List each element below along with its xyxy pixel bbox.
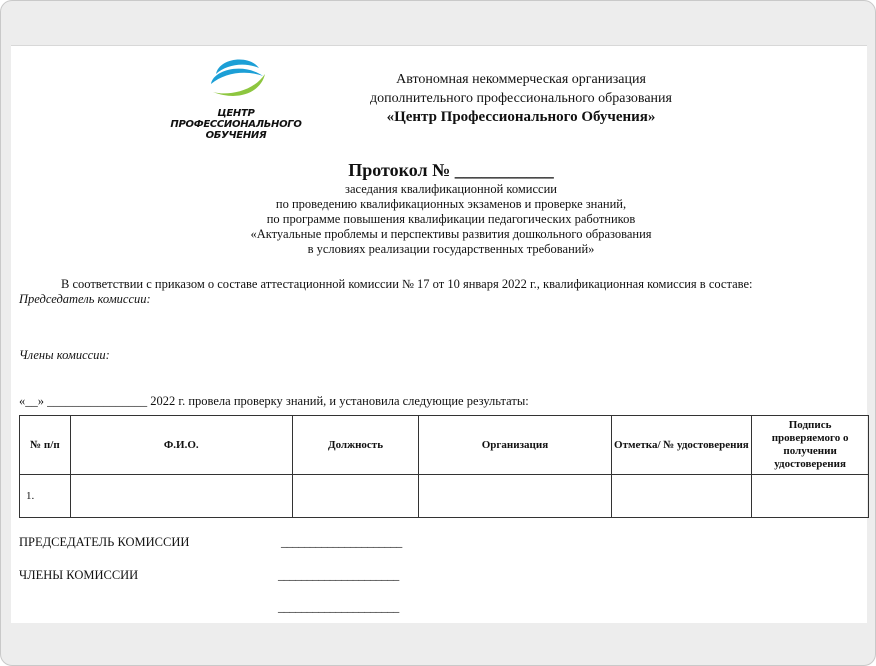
table-row <box>20 475 869 518</box>
member-signature-line-2: _____________________ <box>278 600 399 614</box>
members-signature-label: ЧЛЕНЫ КОМИССИИ <box>19 568 139 582</box>
cell-organization <box>419 475 611 518</box>
org-line-2: дополнительного профессионального образования <box>370 91 672 106</box>
company-logo <box>161 52 321 152</box>
members-label: Члены комиссии: <box>19 348 110 362</box>
logo-line-3: ОБУЧЕНИЯ <box>205 130 267 141</box>
header-position: Должность <box>292 416 419 475</box>
subtitle-line-5: в условиях реализации государственных требований» <box>307 242 595 256</box>
header-mark: Отметка/ № удостоверения <box>611 416 752 475</box>
cell-position <box>292 475 419 518</box>
subtitle-line-1: заседания квалификационной комиссии <box>345 182 557 196</box>
logo-swirl-icon <box>161 52 321 108</box>
header-organization: Организация <box>419 416 611 475</box>
logo-wordmark <box>161 108 311 141</box>
cell-signature <box>752 475 869 518</box>
chair-signature-line: _____________________ <box>281 535 402 549</box>
org-line-1: Автономная некоммерческая организация <box>396 72 646 87</box>
document-page <box>11 45 867 623</box>
chair-signature-label: ПРЕДСЕДАТЕЛЬ КОМИССИИ <box>19 535 190 549</box>
cell-name <box>70 475 292 518</box>
subtitle-line-4: «Актуальные проблемы и перспективы развития дошкольного образования <box>250 227 652 241</box>
header-signature: Подпись проверяемого о получении удостоверения <box>752 416 869 475</box>
member-signature-line-1: _____________________ <box>278 568 399 582</box>
subtitle-line-2: по проведению квалификационных экзаменов и проверке знаний, <box>275 197 627 211</box>
cell-num: 1. <box>20 475 71 518</box>
logo-line-2: ПРОФЕССИОНАЛЬНОГО <box>170 119 302 130</box>
subtitle-line-3: по программе повышения квалификации педагогических работников <box>266 212 636 226</box>
cell-mark <box>611 475 752 518</box>
org-name: «Центр Профессионального Обучения» <box>386 109 656 125</box>
chair-label: Председатель комиссии: <box>19 292 151 306</box>
logo-line-1: ЦЕНТР <box>217 108 255 119</box>
header-name: Ф.И.О. <box>70 416 292 475</box>
date-line: «__» ________________ 2022 г. провела проверку знаний, и установила следующие результаты: <box>19 394 529 408</box>
intro-text: В соответствии с приказом о составе аттестационной комиссии № 17 от 10 января 2022 г., квалификационная комиссия в составе: <box>61 277 753 291</box>
organization-header <box>311 70 731 127</box>
header-num: № п/п <box>20 416 71 475</box>
table-header-row <box>20 416 869 475</box>
intro-paragraph <box>19 277 859 307</box>
results-table <box>19 415 869 518</box>
protocol-subtitle <box>161 182 741 257</box>
protocol-title: Протокол № ___________ <box>348 160 554 180</box>
